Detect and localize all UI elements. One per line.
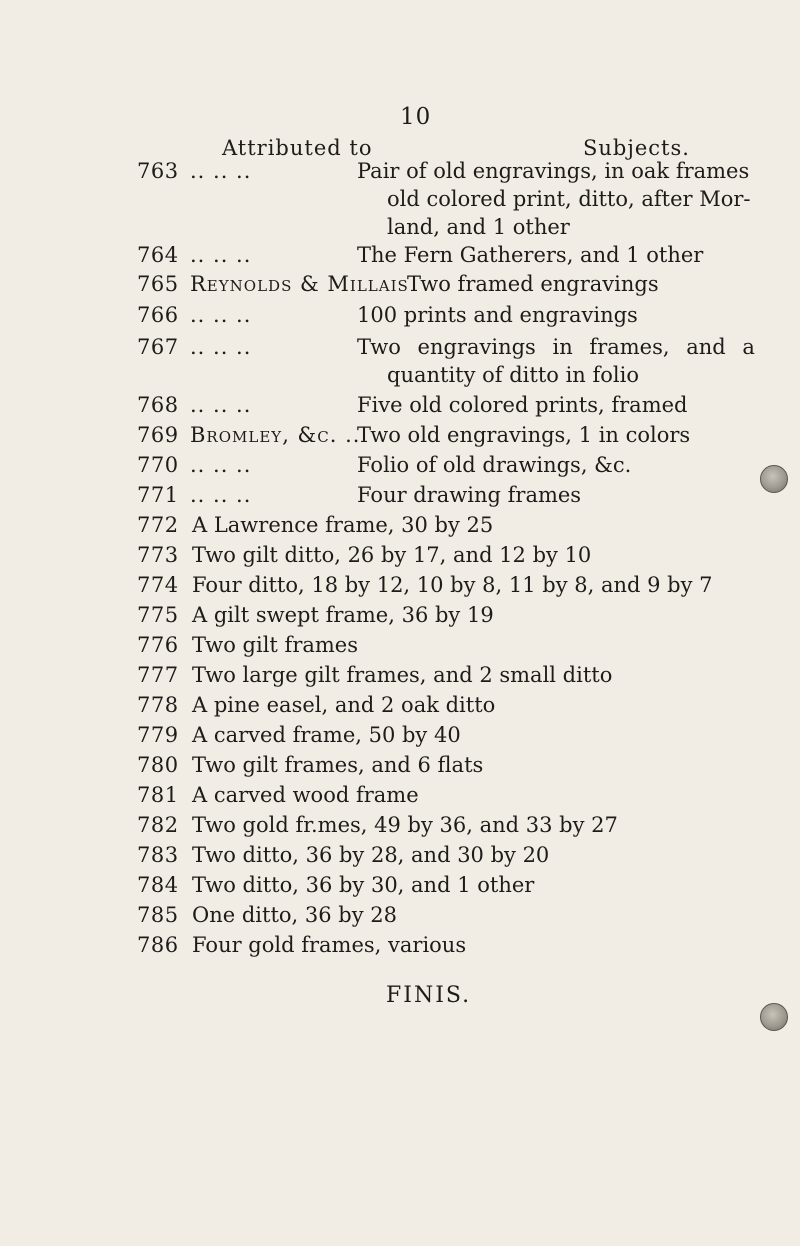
page-number: 10 [400, 104, 432, 130]
lot-number: 780 [137, 753, 179, 777]
lot-number: 775 [137, 603, 179, 627]
attribution: .. .. .. [190, 393, 252, 417]
subject: Two gilt ditto, 26 by 17, and 12 by 10 [192, 543, 592, 567]
subject: Four gold frames, various [192, 933, 467, 957]
attribution: .. .. .. [190, 483, 252, 507]
binding-hole-icon [760, 1003, 788, 1031]
subject: land, and 1 other [387, 215, 570, 239]
binding-hole-icon [760, 465, 788, 493]
subject: A gilt swept frame, 36 by 19 [192, 603, 494, 627]
lot-number: 771 [137, 483, 179, 507]
subject: A carved wood frame [192, 783, 419, 807]
subject: Two ditto, 36 by 30, and 1 other [192, 873, 535, 897]
list-item [0, 270, 800, 298]
subject: Four ditto, 18 by 12, 10 by 8, 11 by 8, and 9 by 7 [192, 573, 713, 597]
list-item [0, 871, 800, 899]
attribution: .. .. .. [190, 243, 252, 267]
list-item [0, 301, 800, 329]
subject: old colored print, ditto, after Mor- [387, 187, 751, 211]
lot-number: 765 [137, 272, 179, 296]
subject: Two ditto, 36 by 28, and 30 by 20 [192, 843, 550, 867]
lot-number: 782 [137, 813, 179, 837]
subject: quantity of ditto in folio [387, 363, 639, 387]
list-item [0, 157, 800, 185]
list-item [0, 333, 800, 361]
list-item [0, 185, 800, 213]
lot-number: 781 [137, 783, 179, 807]
lot-number: 784 [137, 873, 179, 897]
header-subjects: Subjects. [583, 136, 690, 160]
list-item [0, 781, 800, 809]
subject: A carved frame, 50 by 40 [192, 723, 461, 747]
subject: Two gilt frames [192, 633, 358, 657]
lot-number: 776 [137, 633, 179, 657]
list-item [0, 391, 800, 419]
lot-number: 767 [137, 335, 179, 359]
lot-number: 768 [137, 393, 179, 417]
lot-number: 774 [137, 573, 179, 597]
list-item [0, 451, 800, 479]
attribution: Reynolds & Millais [190, 272, 409, 296]
lot-number: 763 [137, 159, 179, 183]
lot-number: 786 [137, 933, 179, 957]
list-item [0, 751, 800, 779]
attribution: .. .. .. [190, 335, 252, 359]
lot-number: 783 [137, 843, 179, 867]
subject: Two gold fr.mes, 49 by 36, and 33 by 27 [192, 813, 618, 837]
list-item [0, 241, 800, 269]
subject: Two engravings in frames, and a [357, 335, 755, 359]
lot-number: 777 [137, 663, 179, 687]
lot-number: 766 [137, 303, 179, 327]
lot-number: 770 [137, 453, 179, 477]
list-item [0, 631, 800, 659]
list-item [0, 541, 800, 569]
list-item [0, 811, 800, 839]
lot-number: 778 [137, 693, 179, 717]
list-item [0, 901, 800, 929]
subject: Two old engravings, 1 in colors [357, 423, 691, 447]
subject: A pine easel, and 2 oak ditto [192, 693, 496, 717]
list-item [0, 213, 800, 241]
list-item [0, 481, 800, 509]
list-item [0, 931, 800, 959]
list-item [0, 421, 800, 449]
subject: Two large gilt frames, and 2 small ditto [192, 663, 613, 687]
lot-number: 772 [137, 513, 179, 537]
list-item [0, 721, 800, 749]
subject: A Lawrence frame, 30 by 25 [192, 513, 494, 537]
subject: Four drawing frames [357, 483, 582, 507]
subject: Folio of old drawings, &c. [357, 453, 632, 477]
lot-number: 785 [137, 903, 179, 927]
subject: The Fern Gatherers, and 1 other [357, 243, 704, 267]
list-item [0, 511, 800, 539]
attribution: .. .. .. [190, 453, 252, 477]
list-item [0, 841, 800, 869]
attribution: Bromley, &c. .. [190, 423, 361, 447]
finis-text: FINIS. [386, 983, 472, 1008]
lot-number: 764 [137, 243, 179, 267]
subject: One ditto, 36 by 28 [192, 903, 397, 927]
subject: Two framed engravings [407, 272, 659, 296]
attribution: .. .. .. [190, 159, 252, 183]
list-item [0, 661, 800, 689]
subject: Pair of old engravings, in oak frames [357, 159, 750, 183]
lot-number: 769 [137, 423, 179, 447]
lot-number: 779 [137, 723, 179, 747]
list-item [0, 691, 800, 719]
list-item [0, 601, 800, 629]
lot-number: 773 [137, 543, 179, 567]
list-item [0, 571, 800, 599]
attribution: .. .. .. [190, 303, 252, 327]
subject: Five old colored prints, framed [357, 393, 688, 417]
subject: Two gilt frames, and 6 flats [192, 753, 484, 777]
list-item [0, 361, 800, 389]
subject: 100 prints and engravings [357, 303, 638, 327]
header-attributed-to: Attributed to [222, 136, 373, 160]
